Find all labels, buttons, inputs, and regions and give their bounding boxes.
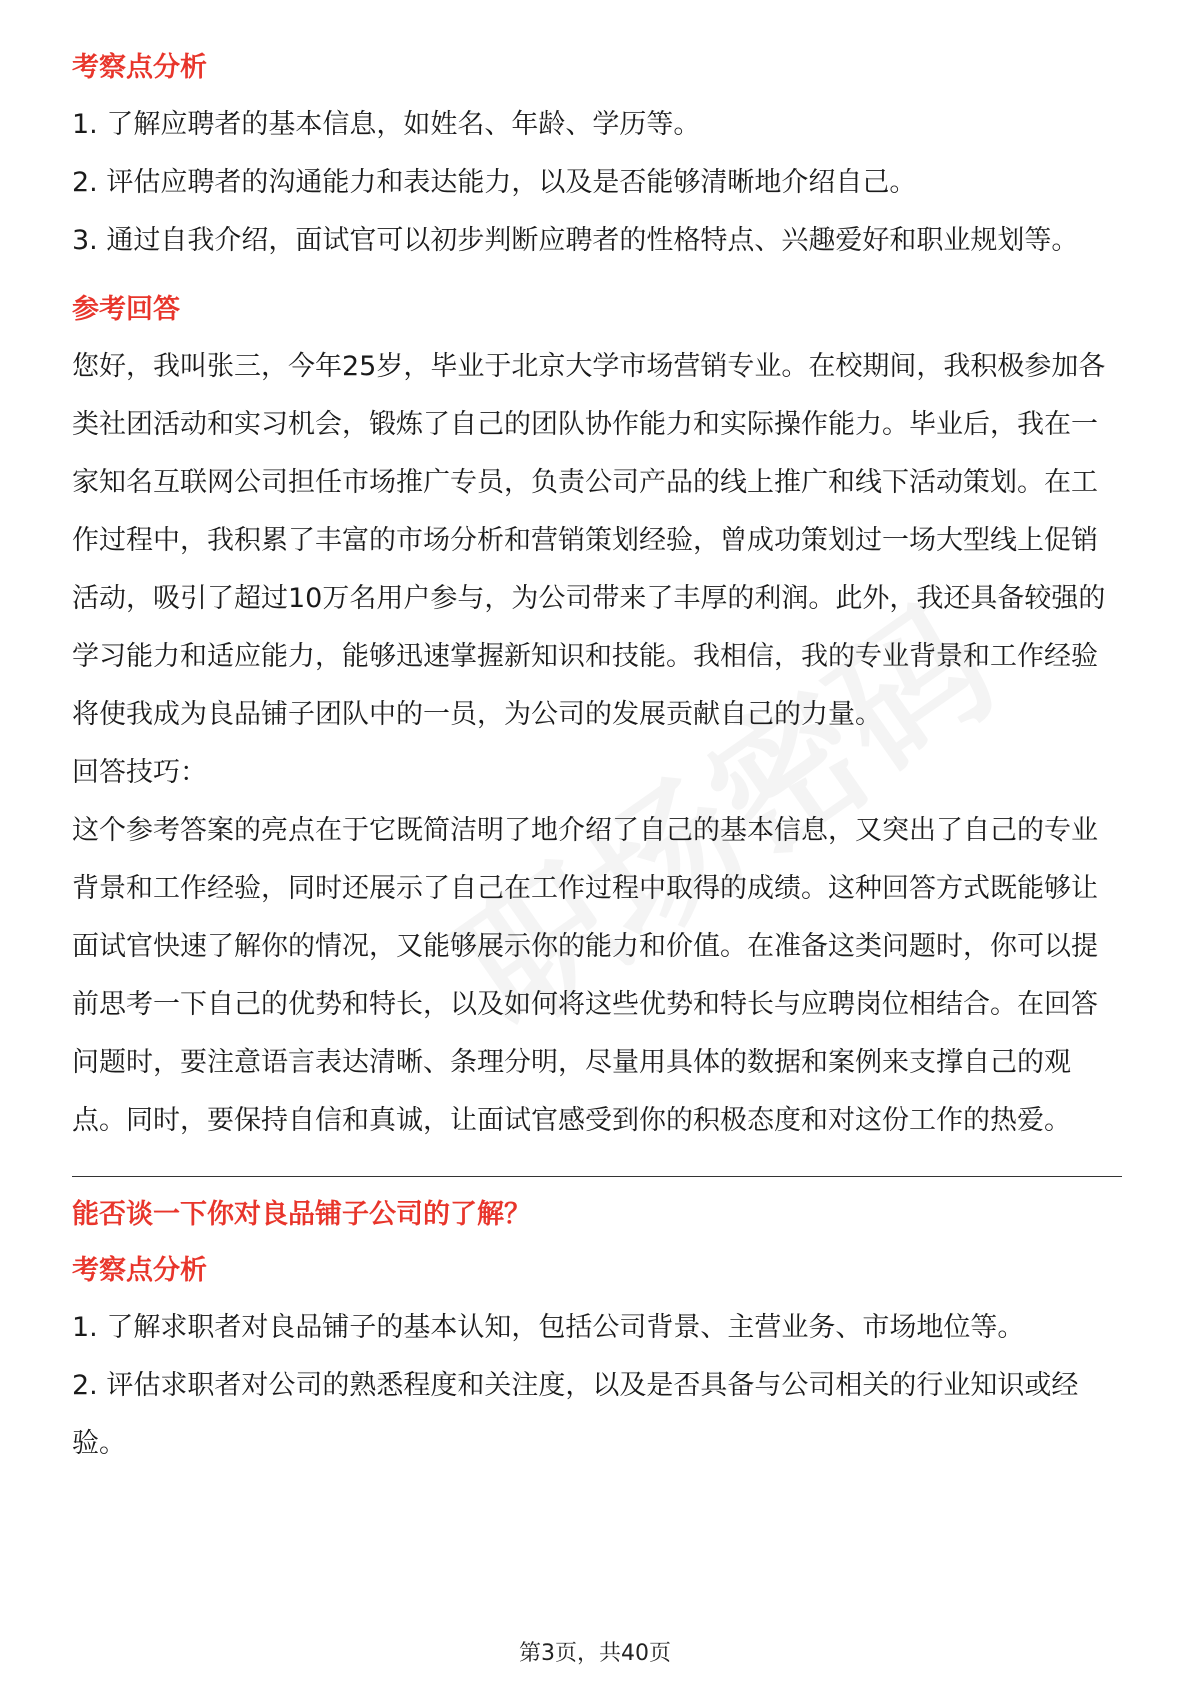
analysis-item: 1. 了解应聘者的基本信息，如姓名、年龄、学历等。 xyxy=(72,109,701,140)
analysis-heading: 考察点分析 xyxy=(72,52,207,83)
answer-heading: 参考回答 xyxy=(72,294,180,325)
tips-label: 回答技巧： xyxy=(72,757,207,788)
analysis-item: 3. 通过自我介绍，面试官可以初步判断应聘者的性格特点、兴趣爱好和职业规划等。 xyxy=(72,225,1079,256)
analysis-item: 1. 了解求职者对良品铺子的基本认知，包括公司背景、主营业务、市场地位等。 xyxy=(72,1312,1025,1343)
section-divider xyxy=(72,1176,1122,1177)
document-page xyxy=(72,48,1122,1473)
question-title: 能否谈一下你对良品铺子公司的了解？ xyxy=(72,1199,531,1230)
analysis-item: 2. 评估求职者对公司的熟悉程度和关注度，以及是否具备与公司相关的行业知识或经验。 xyxy=(72,1370,1079,1459)
page-footer: 第3页，共40页 xyxy=(519,1641,671,1666)
tips-text: 这个参考答案的亮点在于它既简洁明了地介绍了自己的基本信息，又突出了自己的专业背景和工作经验，同时还展示了自己在工作过程中取得的成绩。这种回答方式既能够让面试官快速了解你的情况，又能够展示你的能力和价值。在准备这类问题时，你可以提前思考一下自己的优势和特长，以及如何将这些优势和特长与应聘岗位相结合。在回答问题时，要注意语言表达清晰、条理分明，尽量用具体的数据和案例来支撑自己的观点。同时，要保持自信和真诚，让面试官感受到你的积极态度和对这份工作的热爱。 xyxy=(72,815,1098,1136)
analysis-heading: 考察点分析 xyxy=(72,1255,207,1286)
analysis-item: 2. 评估应聘者的沟通能力和表达能力，以及是否能够清晰地介绍自己。 xyxy=(72,167,917,198)
answer-text: 您好，我叫张三，今年25岁，毕业于北京大学市场营销专业。在校期间，我积极参加各类社团活动和实习机会，锻炼了自己的团队协作能力和实际操作能力。毕业后，我在一家知名互联网公司担任市场推广专员，负责公司产品的线上推广和线下活动策划。在工作过程中，我积累了丰富的市场分析和营销策划经验，曾成功策划过一场大型线上促销活动，吸引了超过10万名用户参与，为公司带来了丰厚的利润。此外，我还具备较强的学习能力和适应能力，能够迅速掌握新知识和技能。我相信，我的专业背景和工作经验将使我成为良品铺子团队中的一员，为公司的发展贡献自己的力量。 xyxy=(72,351,1106,730)
